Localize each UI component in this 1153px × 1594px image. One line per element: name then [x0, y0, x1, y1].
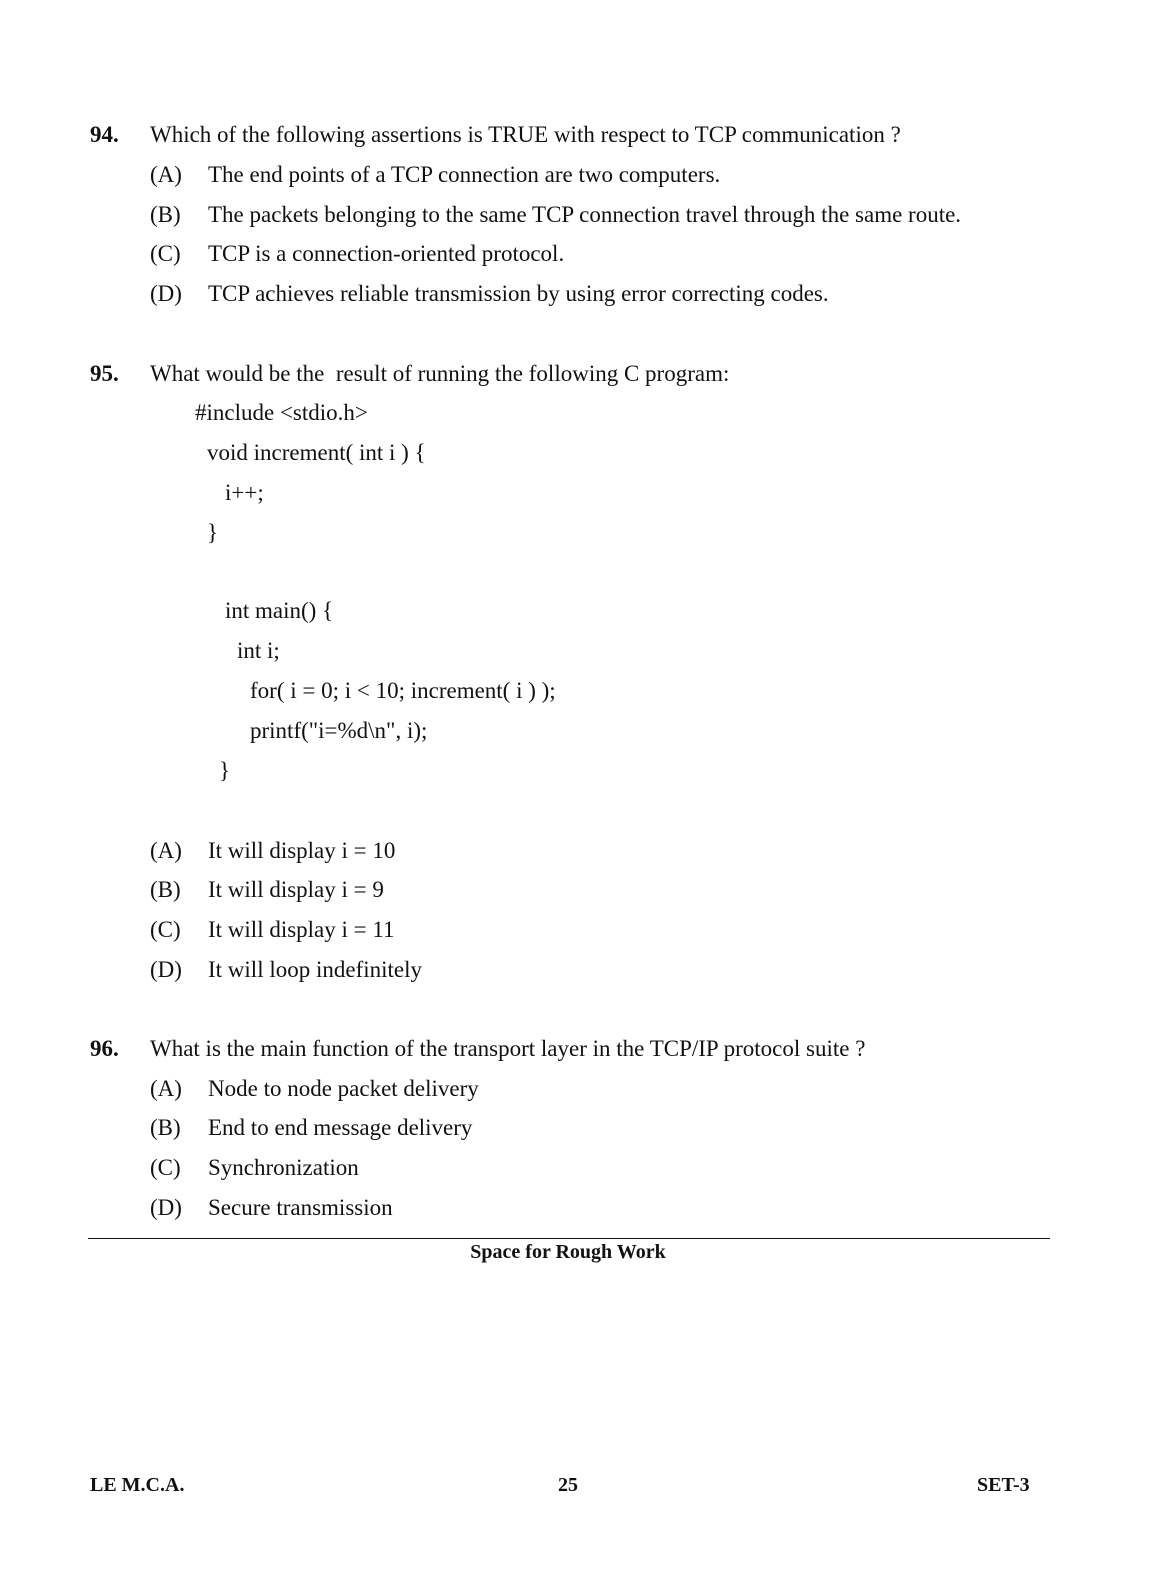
rough-work-label: Space for Rough Work — [470, 1241, 666, 1263]
code-line: } — [207, 520, 219, 545]
question-number: 94. — [90, 122, 119, 147]
option-text: Node to node packet delivery — [208, 1076, 479, 1101]
question-text: Which of the following assertions is TRUE with respect to TCP communication ? — [150, 122, 901, 147]
code-line: void increment( int i ) { — [207, 440, 426, 465]
code-line: for( i = 0; i < 10; increment( i ) ); — [250, 678, 556, 703]
option-letter: (C) — [150, 917, 181, 942]
option-text: The packets belonging to the same TCP connection travel through the same route. — [208, 202, 962, 227]
footer-page-number: 25 — [558, 1474, 578, 1496]
question-text: What is the main function of the transport layer in the TCP/IP protocol suite ? — [150, 1036, 866, 1061]
option-text: TCP is a connection-oriented protocol. — [208, 241, 565, 266]
option-text: Synchronization — [208, 1155, 359, 1180]
option-letter: (A) — [150, 838, 182, 863]
option-letter: (D) — [150, 281, 182, 306]
option-text: It will display i = 10 — [208, 838, 396, 863]
code-line: i++; — [225, 480, 264, 505]
question-number: 95. — [90, 361, 119, 386]
option-text: Secure transmission — [208, 1195, 393, 1220]
option-text: It will display i = 11 — [208, 917, 395, 942]
question-number: 96. — [90, 1036, 119, 1061]
option-letter: (B) — [150, 1115, 181, 1140]
option-letter: (B) — [150, 877, 181, 902]
footer-set-code: SET-3 — [977, 1474, 1030, 1496]
option-letter: (C) — [150, 1155, 181, 1180]
option-text: It will display i = 9 — [208, 877, 384, 902]
option-text: The end points of a TCP connection are two computers. — [208, 162, 721, 187]
code-line: #include <stdio.h> — [195, 400, 368, 425]
option-text: TCP achieves reliable transmission by using error correcting codes. — [208, 281, 829, 306]
option-letter: (D) — [150, 957, 182, 982]
code-line: int main() { — [225, 598, 334, 623]
option-letter: (D) — [150, 1195, 182, 1220]
footer-exam-name: LE M.C.A. — [90, 1474, 185, 1496]
option-letter: (A) — [150, 162, 182, 187]
code-line: int i; — [237, 638, 280, 663]
rough-work-divider — [88, 1238, 1050, 1239]
option-text: It will loop indefinitely — [208, 957, 422, 982]
code-line: printf("i=%d\n", i); — [250, 718, 428, 743]
option-letter: (B) — [150, 202, 181, 227]
option-letter: (A) — [150, 1076, 182, 1101]
code-line: } — [219, 758, 231, 783]
option-text: End to end message delivery — [208, 1115, 473, 1140]
question-text: What would be the result of running the following C program: — [150, 361, 730, 386]
option-letter: (C) — [150, 241, 181, 266]
